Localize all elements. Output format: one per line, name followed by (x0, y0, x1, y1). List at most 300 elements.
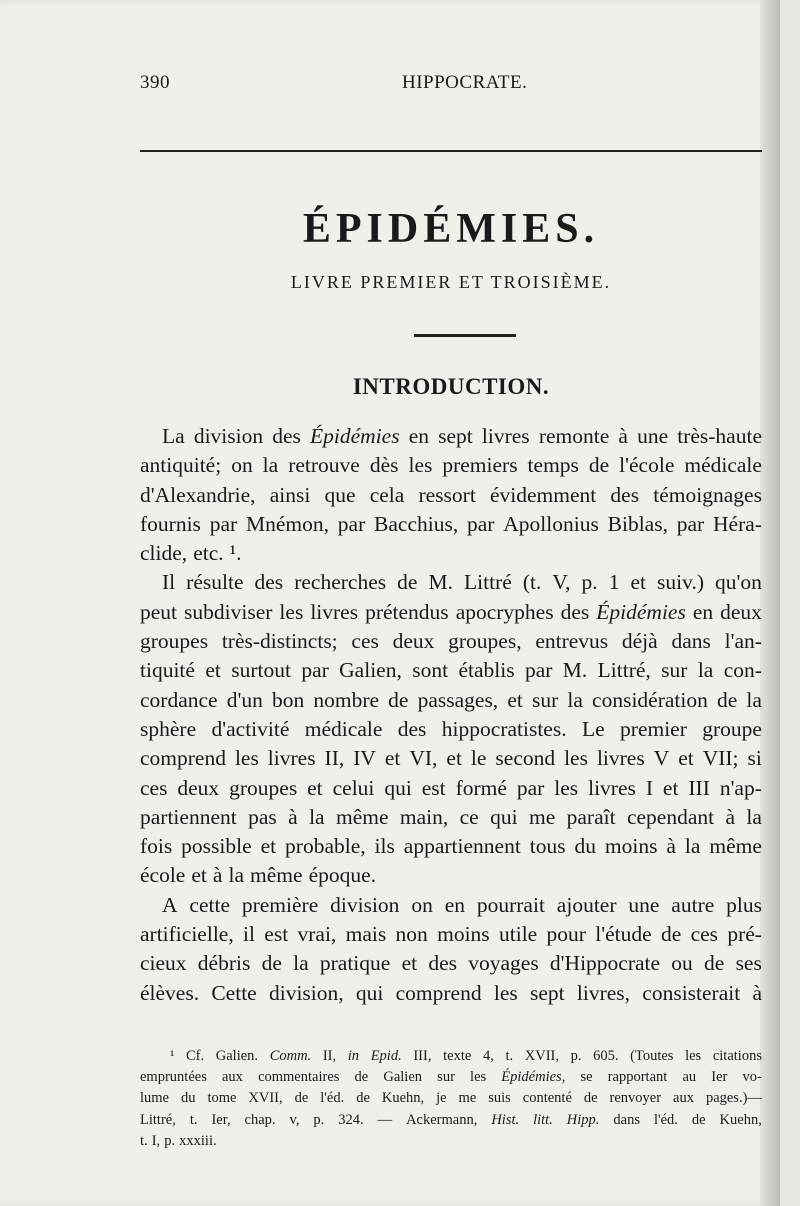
word: sept (438, 424, 473, 448)
word: la (293, 951, 309, 976)
paragraph-line (140, 715, 762, 744)
title-divider (414, 334, 516, 337)
word: 4, (482, 1048, 494, 1064)
paragraph-line (140, 861, 762, 890)
word: et (662, 775, 679, 800)
word: main, (399, 804, 449, 829)
word: Hipp. (566, 1111, 600, 1128)
word: Ier, (211, 1111, 231, 1128)
word: on (231, 453, 253, 478)
word: Galien (383, 1069, 423, 1086)
footnote-line (140, 1046, 762, 1067)
word: qui (490, 804, 518, 829)
word: recherches (294, 570, 387, 595)
word: groupes, (448, 629, 522, 654)
word: cette (189, 892, 230, 917)
word: VI, (409, 746, 438, 771)
word: II, (322, 1048, 337, 1064)
word: peut (140, 599, 178, 624)
word: de (397, 570, 418, 595)
word: de (356, 1090, 370, 1107)
word: A (162, 892, 178, 917)
word: d'Alexandrie, (140, 482, 256, 507)
word: ¹. (229, 541, 242, 566)
word: se (580, 1069, 593, 1086)
word: même (335, 804, 389, 829)
word: pages.)— (705, 1090, 762, 1107)
word: V (653, 746, 670, 771)
word: médicale (304, 716, 383, 741)
word: par (467, 511, 495, 536)
word: que (324, 482, 356, 507)
word: la (697, 658, 714, 683)
word: et (401, 951, 418, 976)
word: subdiviser (184, 599, 273, 624)
word: me (528, 804, 556, 829)
word: Cette (211, 980, 257, 1005)
word: livres (596, 746, 645, 771)
word: nombre (313, 687, 380, 712)
paragraph-line (140, 891, 762, 920)
word: sur (531, 687, 559, 712)
word: mais (345, 922, 387, 947)
word: élèves. (140, 980, 200, 1005)
word: retrouve (288, 453, 360, 478)
word: la (746, 687, 762, 712)
word: l'école (619, 453, 675, 478)
word: premier (620, 716, 687, 741)
word: à (212, 863, 223, 888)
word: premiers (442, 453, 518, 478)
word: la (746, 804, 762, 829)
word: chap. (244, 1111, 276, 1128)
word: etc. (193, 541, 224, 566)
word: et (507, 687, 523, 712)
word: ou (671, 951, 693, 976)
word: la (567, 687, 583, 712)
word: ces (351, 629, 379, 654)
word: des (560, 599, 590, 624)
word: deux (177, 775, 220, 800)
word: des (254, 570, 284, 595)
word: clide, (140, 541, 188, 566)
word: ¹ (170, 1048, 175, 1064)
word: utile (499, 922, 538, 947)
word: au (682, 1069, 697, 1086)
word: qui (384, 775, 412, 800)
page-subtitle: LIVRE PREMIER ET TROISIÈME. (290, 272, 612, 292)
word: vo- (742, 1069, 762, 1086)
word: les (234, 746, 259, 771)
word: lume (140, 1090, 169, 1107)
word: commentaires (258, 1069, 340, 1086)
word: en (408, 424, 430, 448)
word: la (228, 863, 245, 888)
paragraph-line (140, 568, 762, 597)
word: et (384, 746, 401, 771)
word: passages, (417, 687, 499, 712)
word: III (688, 775, 710, 800)
footnote-line (140, 1110, 762, 1131)
word: la (684, 834, 701, 859)
word: Galien. (215, 1048, 259, 1064)
word: XVII, (524, 1048, 559, 1064)
word: vrai, (297, 922, 337, 947)
word: division (193, 424, 264, 448)
paragraph-line (140, 686, 762, 715)
word: par (337, 511, 366, 536)
word: suis (488, 1090, 511, 1107)
word: l'éd. (653, 1111, 678, 1128)
word: pour (546, 922, 586, 947)
footnote (140, 1046, 762, 1152)
paragraph-line (140, 422, 762, 451)
word: sur (661, 658, 688, 683)
word: temps (527, 453, 579, 478)
word: cependant (626, 804, 715, 829)
word: tiquité (140, 658, 195, 683)
word: les (685, 1048, 702, 1064)
word: cieux (140, 951, 187, 976)
word: des (397, 716, 427, 741)
word: école (140, 863, 186, 888)
word: de (691, 1111, 706, 1128)
word: texte (443, 1048, 472, 1064)
word: Biblas, (607, 511, 668, 536)
word: Héra- (713, 511, 762, 536)
word: aux (673, 1090, 694, 1107)
word: livres (267, 746, 316, 771)
word: t. (505, 1048, 514, 1064)
word: rapportant (607, 1069, 668, 1086)
paragraph-line (140, 803, 762, 832)
paragraph-line (140, 598, 762, 627)
footnote-line (140, 1131, 762, 1152)
word: le (470, 746, 487, 771)
word: pratique (319, 951, 391, 976)
word: par (516, 775, 545, 800)
word: débris (197, 951, 251, 976)
word: première (241, 892, 319, 917)
paragraph-line (140, 451, 762, 480)
word: groupe (702, 716, 762, 741)
word: (t. (522, 570, 542, 595)
word: les (493, 980, 518, 1005)
word: surtout (231, 658, 291, 683)
page-title: ÉPIDÉMIES. (302, 206, 600, 252)
word: t. (189, 1111, 198, 1128)
paragraph-line (140, 979, 762, 1008)
word: dès (369, 453, 399, 478)
word: époque. (308, 863, 377, 888)
word: artificielle, (140, 922, 234, 947)
word: livres, (576, 980, 631, 1005)
word: à (618, 424, 628, 448)
word: Hist. (491, 1111, 520, 1128)
word: Cf. (186, 1048, 205, 1064)
word: appartiennent (403, 834, 521, 859)
word: des (428, 951, 457, 976)
word: pré- (727, 922, 762, 947)
word: Ackermann, (406, 1111, 478, 1128)
word: deux (720, 599, 762, 624)
word: xxxiii. (179, 1132, 217, 1149)
word: est (421, 775, 446, 800)
word: renvoyer (609, 1090, 662, 1107)
word: à (725, 804, 736, 829)
header-rule (140, 150, 762, 152)
word: une (628, 892, 660, 917)
word: ses (735, 951, 762, 976)
word: Il (162, 570, 176, 595)
word: et (260, 834, 277, 859)
word: Épidémies (310, 424, 400, 448)
word: en (444, 892, 465, 917)
word: hippocratistes. (441, 716, 567, 741)
footnote-line (140, 1067, 762, 1088)
word: I, (151, 1132, 161, 1149)
word: M. (562, 658, 588, 683)
word: par (301, 658, 329, 683)
word: celui (332, 775, 375, 800)
word: si (747, 746, 762, 771)
word: du (180, 1090, 196, 1107)
word: et (446, 746, 462, 771)
word: suiv.) (657, 570, 705, 595)
word: cordance (140, 687, 218, 712)
word: Littré, (140, 1111, 176, 1128)
word: dans (671, 629, 711, 654)
word: de (716, 687, 738, 712)
word: groupes (229, 775, 298, 800)
word: t. (140, 1132, 148, 1149)
word: Épidémies (596, 599, 686, 624)
word: la (309, 804, 325, 829)
word: l'étude (595, 922, 652, 947)
word: sphère (140, 716, 197, 741)
word: moins (604, 834, 658, 859)
word: antiquité; (140, 453, 222, 478)
word: V, (552, 570, 571, 595)
word: remonte (538, 424, 610, 448)
body-text (140, 422, 762, 1008)
word: me (458, 1090, 477, 1107)
page-header (140, 72, 762, 100)
word: partiennent (140, 804, 237, 829)
word: Littré (464, 570, 512, 595)
word: et (191, 863, 207, 888)
word: par (676, 511, 705, 536)
word: Apollonius (503, 511, 599, 536)
word: des (610, 482, 640, 507)
paragraph-line (140, 744, 762, 773)
word: résulte (186, 570, 244, 595)
word: formé (455, 775, 507, 800)
word: tome (207, 1090, 237, 1107)
word: d'un (226, 687, 263, 712)
word: 605. (593, 1048, 619, 1064)
word: la (262, 453, 279, 478)
word: II, (324, 746, 345, 771)
word: III, (413, 1048, 432, 1064)
word: comprend (395, 980, 482, 1005)
word: et (307, 775, 323, 800)
word: livres (481, 424, 530, 448)
word: très-distincts; (221, 629, 338, 654)
word: entrevus (535, 629, 609, 654)
paragraph-line (140, 949, 762, 978)
word: qu'on (715, 570, 762, 595)
word: par (209, 511, 238, 536)
word: M. (428, 570, 453, 595)
word: en (692, 599, 714, 624)
word: division, (268, 980, 344, 1005)
word: Kuehn, (381, 1090, 425, 1107)
word: l'an- (724, 629, 762, 654)
word: apocryphes (455, 599, 554, 624)
word: livres (310, 599, 359, 624)
paragraph-line (140, 539, 762, 568)
word: fournis (140, 511, 201, 536)
paragraph-line (140, 832, 762, 861)
word: prétendus (365, 599, 449, 624)
paragraph-line (140, 656, 762, 685)
word: même (709, 834, 762, 859)
word: consisterait (642, 980, 741, 1005)
word: d'activité (211, 716, 290, 741)
word: et (205, 658, 221, 683)
word: Ier (711, 1069, 728, 1086)
word: Littré, (597, 658, 651, 683)
word: 324. (338, 1111, 364, 1128)
word: est (264, 922, 289, 947)
word: de (583, 1090, 598, 1107)
word: d'Hippocrate (549, 951, 661, 976)
page-edge-shadow (760, 0, 780, 1206)
word: v, (289, 1111, 300, 1128)
word: cela (369, 482, 405, 507)
word: con- (723, 658, 762, 683)
word: pourrait (476, 892, 545, 917)
word: on (411, 892, 433, 917)
word: à (666, 834, 676, 859)
word: il (243, 922, 255, 947)
word: citations (712, 1048, 762, 1064)
word: même (250, 863, 303, 888)
paragraph-line (140, 627, 762, 656)
word: I (645, 775, 653, 800)
word: les (564, 746, 588, 771)
word: Épidémies, (501, 1069, 566, 1086)
word: l'éd. (320, 1090, 345, 1107)
word: aux (221, 1069, 243, 1086)
word: second (495, 746, 556, 771)
word: ajouter (556, 892, 617, 917)
word: les (554, 775, 579, 800)
word: ils (374, 834, 395, 859)
word: moins (437, 922, 490, 947)
word: et (630, 570, 646, 595)
word: paraît (566, 804, 616, 829)
footnote-line (140, 1088, 762, 1109)
word: VII; (702, 746, 739, 771)
word: les (470, 1069, 487, 1086)
word: Le (581, 716, 605, 741)
word: ressort (418, 482, 476, 507)
word: établis (458, 658, 515, 683)
word: à (752, 980, 762, 1005)
word: livres (588, 775, 636, 800)
word: considération (592, 687, 708, 712)
word: qui (355, 980, 384, 1005)
word: Kuehn, (719, 1111, 762, 1128)
word: de (588, 453, 610, 478)
word: ainsi (269, 482, 311, 507)
word: une (637, 424, 669, 448)
word: par (524, 658, 553, 683)
word: p. (313, 1111, 325, 1128)
word: contenté (522, 1090, 572, 1107)
paragraph-line (140, 510, 762, 539)
word: empruntées (140, 1069, 207, 1086)
word: groupes (140, 629, 209, 654)
word: médicale (684, 453, 762, 478)
word: témoignages (653, 482, 762, 507)
word: du (574, 834, 596, 859)
word: — (377, 1111, 393, 1128)
word: Bacchius, (374, 511, 459, 536)
word: IV (353, 746, 376, 771)
word: ces (690, 922, 719, 947)
word: Mnémon, (245, 511, 329, 536)
word: fois (140, 834, 173, 859)
word: ce (459, 804, 479, 829)
word: p. (570, 1048, 582, 1064)
word: de (354, 1069, 369, 1086)
word: ces (140, 775, 168, 800)
word: 1 (608, 570, 620, 595)
word: division (330, 892, 400, 917)
word: Epid. (370, 1048, 402, 1064)
word: et (678, 746, 694, 771)
word: de (660, 922, 682, 947)
word: Comm. (269, 1048, 312, 1064)
word: tous (529, 834, 566, 859)
word: de (704, 951, 725, 976)
word: bon (271, 687, 305, 712)
word: de (261, 951, 282, 976)
word: des (272, 424, 301, 448)
running-head: HIPPOCRATE. (402, 72, 528, 93)
word: sont (412, 658, 449, 683)
word: déjà (621, 629, 658, 654)
word: litt. (533, 1111, 553, 1128)
word: à (288, 804, 298, 829)
word: dans (613, 1111, 640, 1128)
word: très-haute (677, 424, 762, 448)
word: sept (529, 980, 565, 1005)
paragraph-line (140, 481, 762, 510)
word: pas (248, 804, 277, 829)
word: les (408, 453, 433, 478)
word: de (294, 1090, 309, 1107)
word: les (279, 599, 304, 624)
word: comprend (140, 746, 226, 771)
word: XVII, (248, 1090, 283, 1107)
word: plus (726, 892, 762, 917)
word: p. (164, 1132, 176, 1149)
word: je (436, 1090, 447, 1107)
